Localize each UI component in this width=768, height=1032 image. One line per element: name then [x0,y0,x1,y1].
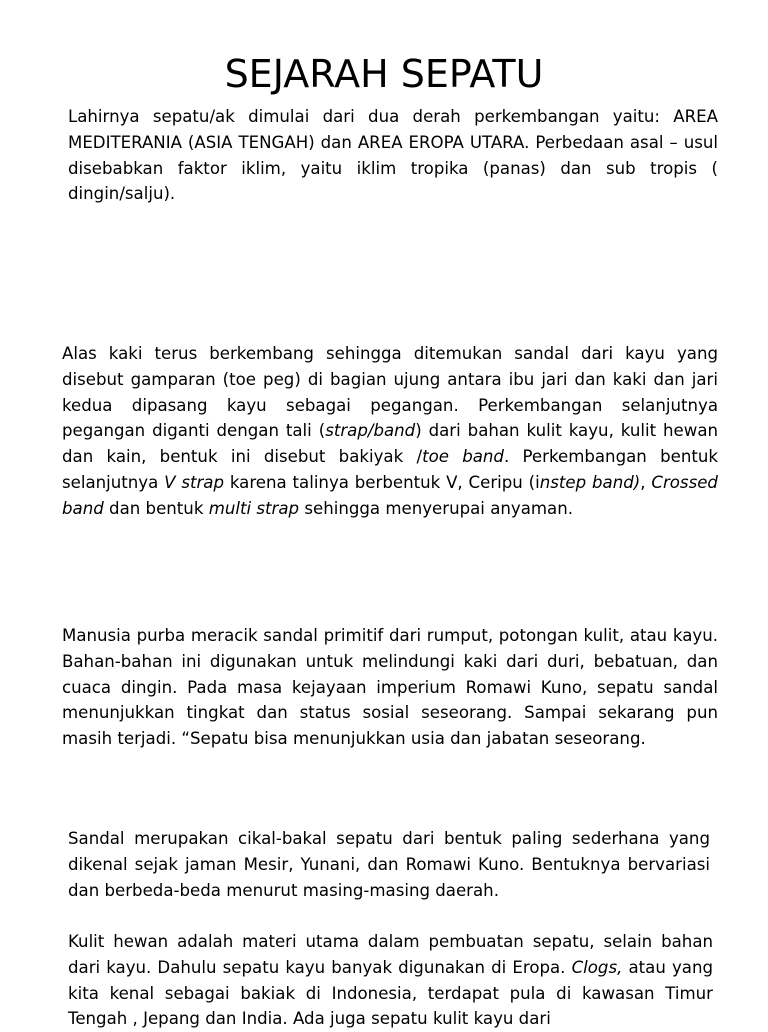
italic-text-run: Clogs, [571,957,623,977]
text-run: karena talinya berbentuk V, Ceripu (i [224,472,540,492]
text-line: kedua dipasang kayu sebagai pegangan. Perkembangan selanjutnya [62,395,718,415]
text-line: kayu. [672,626,718,645]
paragraph-leather [68,929,713,1032]
text-line: Pada masa kejayaan imperium Romawi Kuno, sepatu sandal menunjukkan [62,677,718,723]
text-run: hewan dan kain, bentuk ini disebut bakiyak / [62,421,719,467]
italic-text-run: toe band [422,447,504,467]
text-line: Kulit hewan adalah materi utama dalam pembuatan sepatu, selain bahan [68,932,713,951]
text-line: Lahirnya sepatu/ak dimulai dari dua derah perkembangan yaitu: AREA [68,107,718,126]
text-run: atau [622,957,666,977]
text-line: Timur Tengah , Jepang dan India. Ada juga sepatu kulit kayu dari [68,983,713,1029]
text-run: , [640,472,652,492]
italic-text-run: nstep [539,472,587,492]
text-line: Manusia purba meracik sandal primitif dari rumput, potongan kulit, atau [62,626,668,645]
text-run: pegangan diganti dengan tali ( [62,421,326,441]
text-line [68,958,666,977]
text-line: disebut gamparan (toe peg) di bagian ujung antara ibu jari dan kaki dan jari [62,369,718,389]
text-line: dikenal sejak jaman Mesir, Yunani, dan Romawi Kuno. Bentuknya [68,854,621,874]
italic-text-run: band) [592,472,641,492]
page-title: SEJARAH SEPATU [224,52,544,96]
text-line: dingin/salju). [68,184,176,204]
text-line: usul disebabkan faktor iklim, yaitu iklim tropika (panas) dan sub tropis ( [68,132,718,178]
text-line: anyaman. [490,498,574,518]
text-line: bervariasi dan berbeda-beda menurut masing-masing daerah. [68,854,711,900]
text-run: dan bentuk [103,498,209,518]
paragraph-development [62,341,718,522]
italic-text-run: V strap [164,472,225,492]
paragraph-ancient-humans [62,623,718,752]
text-line [62,421,656,440]
text-line: Alas kaki terus berkembang sehingga ditemukan sandal dari kayu yang [62,344,718,363]
italic-text-run: strap/band [325,421,416,441]
text-run: . Perkembangan [503,447,647,467]
text-line: Sandal merupakan cikal-bakal sepatu dari bentuk paling sederhana yang [68,829,710,848]
text-line: MEDITERANIA (ASIA TENGAH) dan AREA EROPA UTARA. Perbedaan asal – [68,132,678,152]
paragraph-sandal [68,826,710,903]
text-run: bentuk selanjutnya [62,447,718,492]
text-line: Bahan-bahan ini digunakan untuk melindungi kaki dari duri, bebatuan, dan [62,651,718,671]
text-run: ) dari bahan kulit kayu, kulit [415,421,657,441]
text-line: “Sepatu bisa menunjukkan usia dan jabatan seseorang. [181,729,646,749]
text-run: sehingga menyerupai [299,498,485,518]
text-line: cuaca dingin. [62,677,178,697]
text-line: tingkat dan status sosial seseorang. Sampai sekarang pun masih terjadi. [62,703,718,749]
text-run: dari kayu. Dahulu sepatu kayu banyak digunakan di Eropa. [68,957,572,977]
italic-text-run: Crossed band [62,472,718,518]
text-line: yang kita kenal sebagai bakiak di Indonesia, terdapat pula di kawasan [68,957,713,1003]
paragraph-origin [68,104,718,207]
italic-text-run: multi strap [208,498,300,518]
